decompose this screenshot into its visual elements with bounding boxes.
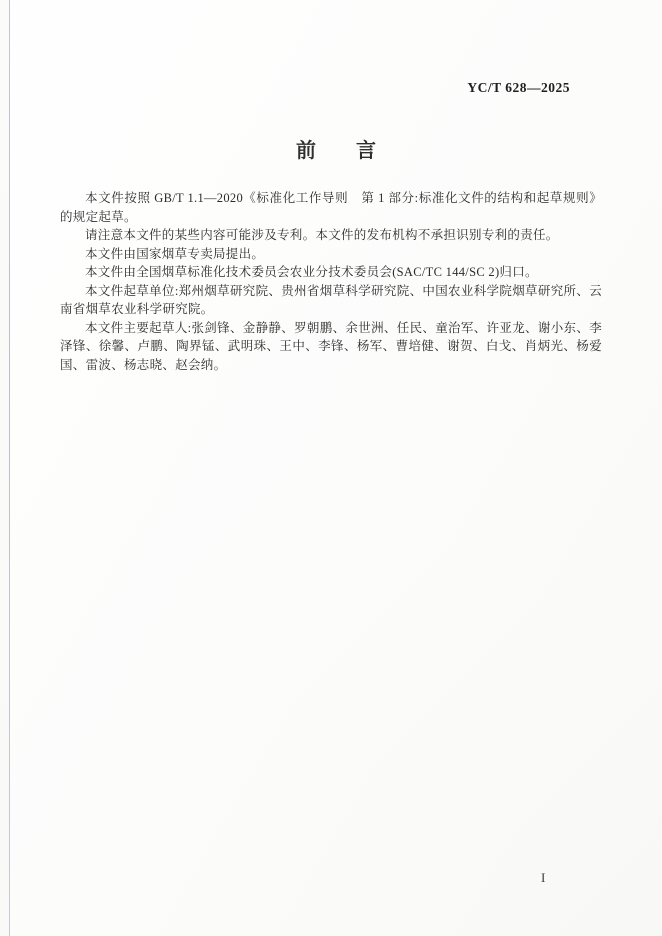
foreword-paragraph: 本文件由国家烟草专卖局提出。	[85, 246, 265, 261]
foreword-body	[60, 189, 602, 374]
standard-code: YC/T 628—2025	[467, 80, 570, 95]
document-page	[10, 0, 662, 936]
page-edge-line	[9, 0, 10, 936]
foreword-paragraph: 本文件由全国烟草标准化技术委员会农业分技术委员会(SAC/TC 144/SC 2)归口。	[85, 265, 538, 279]
foreword-paragraph: 请注意本文件的某些内容可能涉及专利。本文件的发布机构不承担识别专利的责任。	[85, 228, 559, 242]
foreword-paragraph: 本文件按照 GB/T 1.1—2020《标准化工作导则 第 1 部分:标准化文件的结构和起草规则》的规定起草。	[60, 191, 602, 224]
page-number: I	[541, 870, 546, 885]
foreword-paragraph: 本文件起草单位:郑州烟草研究院、贵州省烟草科学研究院、中国农业科学院烟草研究所、云南省烟草农业科学研究院。	[60, 283, 602, 316]
foreword-title: 前 言	[296, 140, 376, 162]
foreword-paragraph: 本文件主要起草人:张剑锋、金静静、罗朝鹏、余世洲、任民、童治军、许亚龙、谢小东、李泽锋、徐馨、卢鹏、陶界锰、武明珠、王中、李锋、杨军、曹培健、谢贺、白戈、肖炳光、杨爱国、雷波、杨志晓、赵会纳。	[60, 320, 602, 372]
